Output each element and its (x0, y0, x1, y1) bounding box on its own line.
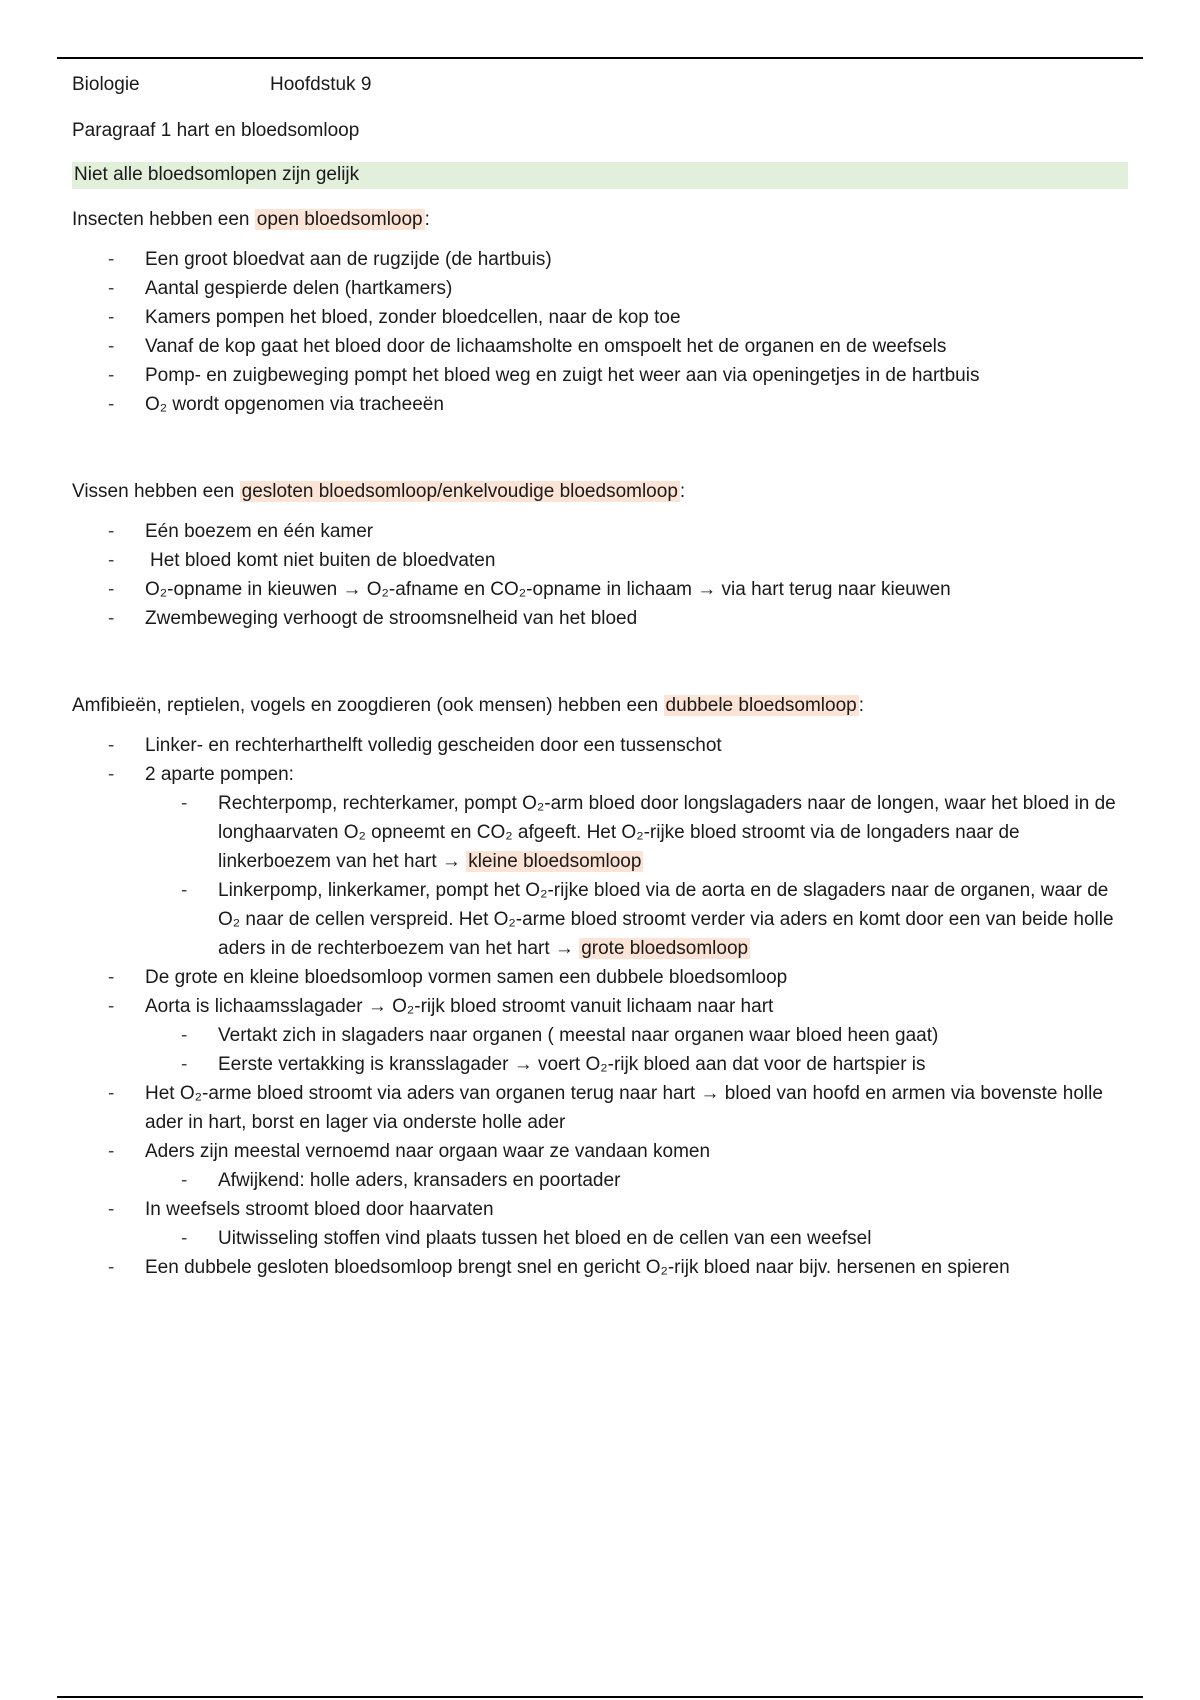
list-item: - Een groot bloedvat aan de rugzijde (de hartbuis) (72, 245, 1132, 274)
list-item-text: In weefsels stroomt bloed door haarvaten (145, 1199, 494, 1220)
double-intro-colon: : (858, 695, 864, 716)
double-list (72, 731, 1132, 1282)
list-item (72, 760, 1132, 963)
right-pump-text: Rechterpomp, rechterkamer, pompt O₂-arm bloed door longslagaders naar de longen, waar het bloed in de longhaarvaten O₂ opneemt en CO₂ afgeeft. Het O₂-rijke bloed stroomt via de longaders naar de linkerboezem van het hart → (218, 793, 1116, 872)
list-item-text: Aorta is lichaamsslagader → O₂-rijk bloed stroomt vanuit lichaam naar hart (145, 996, 774, 1017)
double-intro (72, 695, 1132, 717)
list-item: - Eén boezem en één kamer (72, 517, 1132, 546)
small-circulation-highlight: kleine bloedsomloop (468, 851, 642, 872)
list-item: - Pomp- en zuigbeweging pompt het bloed weg en zuigt het weer aan via openingetjes in de hartbuis (72, 361, 1132, 390)
list-item: - Een dubbele gesloten bloedsomloop brengt snel en gericht O₂-rijk bloed naar bijv. hersenen en spieren (72, 1253, 1132, 1282)
list-item: - Vanaf de kop gaat het bloed door de lichaamsholte en omspoelt het de organen en de weefsels (72, 332, 1132, 361)
fish-intro-text: Vissen hebben een (72, 481, 240, 502)
bottom-rule (57, 1696, 1143, 1698)
insects-intro (72, 209, 1132, 231)
list-item-text: 2 aparte pompen: (145, 764, 294, 785)
insects-intro-colon: : (424, 209, 430, 230)
double-circulation-highlight: dubbele bloedsomloop (665, 695, 857, 716)
large-circulation-highlight: grote bloedsomloop (581, 938, 749, 959)
sub-list-item (145, 789, 1132, 876)
aorta-sublist (145, 1021, 1132, 1079)
list-item: - Het O₂-arme bloed stroomt via aders van organen terug naar hart → bloed van hoofd en armen via bovenste holle ader in hart, borst en lager via onderste holle ader (72, 1079, 1132, 1137)
list-item: - Kamers pompen het bloed, zonder bloedcellen, naar de kop toe (72, 303, 1132, 332)
sub-list-item: - Afwijkend: holle aders, kransaders en poortader (145, 1166, 1132, 1195)
list-item: - O₂ wordt opgenomen via tracheeën (72, 390, 1132, 419)
veins-sublist (145, 1166, 1132, 1195)
top-rule (57, 57, 1143, 59)
sub-list-item: - Vertakt zich in slagaders naar organen ( meestal naar organen waar bloed heen gaat) (145, 1021, 1132, 1050)
open-circulation-highlight: open bloedsomloop (256, 209, 423, 230)
fish-list (72, 517, 1132, 633)
fish-intro (72, 481, 1132, 503)
closed-circulation-highlight: gesloten bloedsomloop/enkelvoudige bloedsomloop (241, 481, 678, 502)
list-item-text: Aders zijn meestal vernoemd naar orgaan waar ze vandaan komen (145, 1141, 711, 1162)
section-heading: Niet alle bloedsomlopen zijn gelijk (72, 162, 1128, 189)
list-item: - De grote en kleine bloedsomloop vormen samen een dubbele bloedsomloop (72, 963, 1132, 992)
sub-list-item: - Uitwisseling stoffen vind plaats tussen het bloed en de cellen van een weefsel (145, 1224, 1132, 1253)
chapter-label: Hoofdstuk 9 (270, 74, 372, 95)
double-intro-text: Amfibieën, reptielen, vogels en zoogdieren (ook mensen) hebben een (72, 695, 664, 716)
fish-intro-colon: : (679, 481, 686, 502)
sub-list-item (145, 876, 1132, 963)
list-item: - Linker- en rechterharthelft volledig gescheiden door een tussenschot (72, 731, 1132, 760)
list-item (72, 546, 1132, 575)
page-header (72, 74, 1132, 96)
insects-list (72, 245, 1132, 419)
list-item (72, 1137, 1132, 1195)
list-item (72, 1195, 1132, 1253)
paragraph-title: Paragraaf 1 hart en bloedsomloop (72, 120, 360, 141)
document-body (72, 70, 1132, 1282)
list-item: - Aantal gespierde delen (hartkamers) (72, 274, 1132, 303)
pumps-sublist (145, 789, 1132, 963)
list-item (72, 992, 1132, 1079)
list-item: - O₂-opname in kieuwen → O₂-afname en CO₂-opname in lichaam → via hart terug naar kieuwen (72, 575, 1132, 604)
list-item: - Zwembeweging verhoogt de stroomsnelheid van het bloed (72, 604, 1132, 633)
capillaries-sublist (145, 1224, 1132, 1253)
subject-label: Biologie (72, 74, 140, 95)
list-item-text: Het bloed komt niet buiten de bloedvaten (150, 550, 496, 571)
left-pump-text: Linkerpomp, linkerkamer, pompt het O₂-rijke bloed via de aorta en de slagaders naar de organen, waar de O₂ naar de cellen verspreid. Het O₂-arme bloed stroomt verder via aders en komt door een van beide holle aders in de rechterboezem van het hart → (218, 880, 1114, 959)
sub-list-item: - Eerste vertakking is kransslagader → voert O₂-rijk bloed aan dat voor de hartspier is (145, 1050, 1132, 1079)
insects-intro-text: Insecten hebben een (72, 209, 255, 230)
